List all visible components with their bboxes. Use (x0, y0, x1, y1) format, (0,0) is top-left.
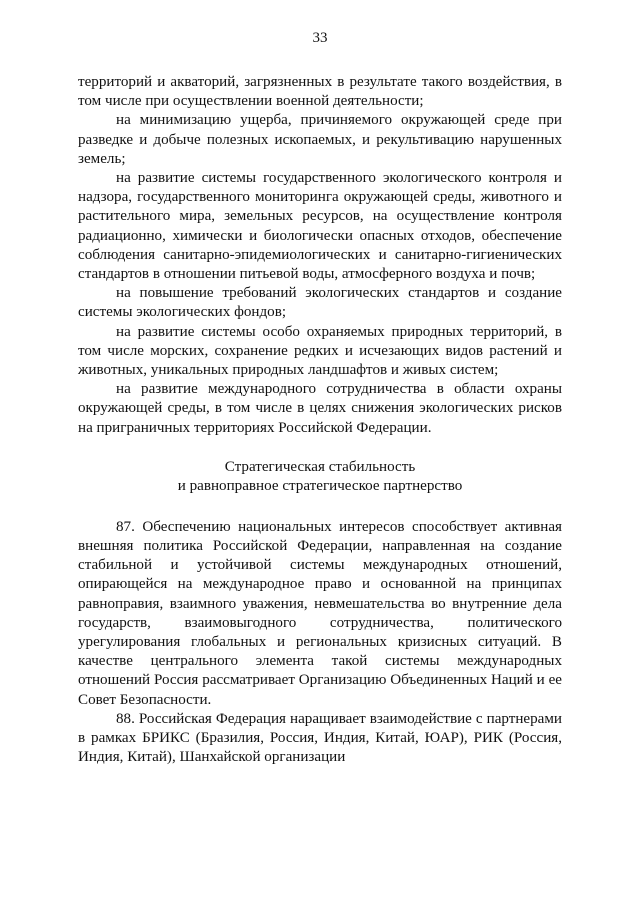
section-heading-line: Стратегическая стабильность (224, 458, 416, 475)
paragraph-87: 87. Обеспечению национальных интересов способствует активная внешняя политика Российской Федерации, направленная на создание стабильной и устойчивой системы международных отношений, опирающейся на международное право и основанной на принципах равноправия, взаимного уважения, невмешательства во внутренние дела государств, взаимовыгодного сотрудничества, политического урегулирования глобальных и региональных кризисных ситуаций. В качестве центрального элемента такой системы международных отношений Россия рассматривает Организацию Объединенных Наций и ее Совет Безопасности. (78, 518, 562, 708)
paragraph: территорий и акваторий, загрязненных в результате такого воздействия, в том числе при осуществлении военной деятельности; (78, 74, 562, 110)
paragraph: на минимизацию ущерба, причиняемого окружающей среде при разведке и добыче полезных ископаемых, и рекультивацию нарушенных земель; (78, 112, 562, 167)
document-body (78, 73, 562, 768)
paragraph: на развитие международного сотрудничества в области охраны окружающей среды, в том числе в целях снижения экологических рисков на приграничных территориях Российской Федерации. (78, 381, 562, 436)
section-heading (78, 458, 562, 497)
paragraph: на развитие системы государственного экологического контроля и надзора, государственного мониторинга окружающей среды, животного и растительного мира, земельных ресурсов, на осуществление контроля радиационно, химически и биологически опасных отходов, обеспечение соблюдения санитарно-эпидемиологических и санитарно-гигиенических стандартов в отношении питьевой воды, атмосферного воздуха и почв; (78, 170, 562, 283)
section-heading-line: и равноправное стратегическое партнерство (177, 478, 463, 495)
page-number: 33 (312, 30, 328, 46)
paragraph: на развитие системы особо охраняемых природных территорий, в том числе морских, сохранение редких и исчезающих видов растений и животных, уникальных природных ландшафтов и живых систем; (78, 323, 562, 379)
paragraph: на повышение требований экологических стандартов и создание системы экологических фондов; (78, 285, 562, 321)
paragraph-88: 88. Российская Федерация наращивает взаимодействие с партнерами в рамках БРИКС (Бразилия, Россия, Индия, Китай, ЮАР), РИК (Россия, Индия, Китай), Шанхайской организации (78, 710, 562, 766)
